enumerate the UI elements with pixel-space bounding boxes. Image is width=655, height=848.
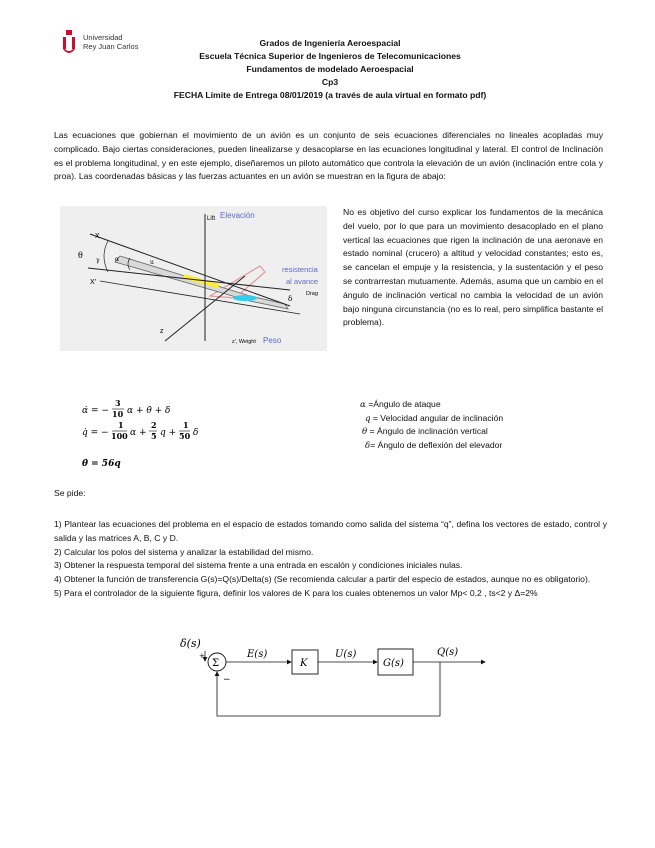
- output-label: Q(s): [437, 647, 459, 658]
- header-line1: Grados de Ingeniería Aeroespacial: [259, 38, 401, 48]
- error-label: E(s): [247, 649, 268, 660]
- eq2-f2-num: 2: [151, 420, 157, 430]
- header-line2: Escuela Técnica Superior de Ingenieros de Telecomunicaciones: [199, 51, 461, 61]
- z-label: z: [160, 328, 164, 335]
- urjc-logo-icon: [60, 30, 78, 54]
- delta-label: δ: [288, 295, 293, 303]
- resistencia-label-1: resistencia: [282, 265, 318, 274]
- symbol-legend: [360, 398, 580, 452]
- weight-label: z', Weight: [232, 339, 256, 345]
- minus-sign: −: [223, 675, 231, 685]
- legend-desc-delta: = Ángulo de deflexión del elevador: [370, 439, 503, 450]
- lift-label: Lift: [207, 216, 216, 222]
- legend-desc-alpha: =Ángulo de ataque: [368, 399, 441, 409]
- eq2-mid1: α +: [130, 428, 147, 438]
- plant-label: G(s): [383, 658, 404, 669]
- eq2-end: δ: [193, 428, 199, 438]
- header-line4: Cp3: [321, 77, 339, 87]
- side-paragraph: No es objetivo del curso explicar los fundamentos de la mecánica del vuelo, por lo que para un movimiento desacoplado en el plano vertical las ecuaciones que rigen la inclinación de una aeronave en estado nominal (crucero) a altitud y velocidad constantes; esto es, se cancelan el empuje y la resistencia, y la sustentación y el peso se contrarrestan mutuamente. Además, asuma que un cambio en el ángulo de inclinación vertical no cambia la velocidad de un avión bajo ninguna circunstancia (no es lo real, pero simplifica bastante el problema).: [343, 207, 603, 328]
- elevacion-label: Elevación: [220, 211, 255, 220]
- input-label: δ(s): [180, 637, 201, 650]
- document-header: [150, 37, 510, 102]
- aircraft-axes-figure: [60, 206, 327, 351]
- u-label: u: [150, 259, 154, 266]
- legend-sym-delta: δ: [365, 440, 371, 451]
- legend-row-alpha: [360, 398, 580, 412]
- header-line3: Fundamentos de modelado Aeroespacial: [246, 64, 414, 74]
- sum-symbol: Σ: [212, 658, 220, 669]
- x-label: X: [95, 233, 100, 240]
- se-pide-heading: Se pide:: [54, 488, 86, 498]
- intro-paragraph: Las ecuaciones que gobiernan el movimiento de un avión es un conjunto de seis ecuaciones diferenciales no lineales acopladas muy complicado. Bajo ciertas consideraciones, pueden linealizarse y desacoplarse en las ecuaciones longitudinal y lateral. El control de Inclinación es el problema longitudinal, y en este ejemplo, diseñaremos un piloto automático que controla la elevación de un avión (inclinación entre cola y proa). Las coordenadas básicas y las fuerzas actuantes en un avión se muestran en la figura de abajo:: [54, 130, 603, 182]
- header-line5: FECHA Límite de Entrega 08/01/2019 (a través de aula virtual en formato pdf): [173, 90, 487, 100]
- legend-row-theta: [360, 425, 580, 439]
- peso-label: Peso: [263, 336, 282, 345]
- eq3: θ̇ = 56q: [82, 459, 121, 469]
- plus-sign: +: [199, 652, 205, 660]
- alpha-label: α: [115, 256, 120, 263]
- task-item-5: 5) Para el controlador de la siguiente figura, definir los valores de K para los cuales obtenemos un valor Mp< 0.2 , ts<2 y Δ=2%: [54, 587, 538, 598]
- gamma-label: γ: [96, 257, 100, 264]
- resistencia-label-2: al avance: [286, 277, 319, 286]
- elevator-highlight: [233, 295, 257, 301]
- eq1-frac-num: 3: [115, 398, 121, 408]
- task-list: [54, 518, 607, 601]
- drag-label: Drag: [306, 291, 318, 297]
- task-item-3: 3) Obtener la respuesta temporal del sistema frente a una entrada en escalón y condiciones iniciales nulas.: [54, 560, 463, 571]
- legend-desc-q: = Velocidad angular de inclinación: [372, 412, 504, 423]
- legend-sym-q: q: [365, 413, 371, 424]
- university-name: [83, 33, 138, 51]
- x-prime-label: X': [90, 279, 97, 286]
- eq1-lhs: α̇ = −: [82, 406, 109, 416]
- eq2-f1-num: 1: [118, 420, 124, 430]
- eq2-lhs: q̇ = −: [82, 428, 109, 438]
- theta-arc: [104, 241, 108, 272]
- eq2-f3-den: 50: [179, 431, 191, 441]
- gain-label: K: [300, 658, 308, 669]
- legend-sym-alpha: α: [360, 400, 366, 410]
- university-logo: [60, 30, 160, 60]
- x-prime-axis-line: [88, 268, 290, 290]
- legend-row-delta: [360, 439, 580, 453]
- x-axis-line: [90, 234, 293, 306]
- eq2-f1-den: 100: [111, 431, 128, 441]
- legend-row-q: [360, 412, 580, 426]
- control-block-diagram: [175, 633, 495, 723]
- legend-sym-theta: θ: [362, 427, 368, 437]
- eq1-rest: α + θ̇ + δ: [127, 406, 171, 416]
- control-label: U(s): [335, 649, 357, 660]
- state-equations: [82, 396, 282, 471]
- eq2-f3-num: 1: [183, 420, 189, 430]
- task-item-2: 2) Calcular los polos del sistema y analizar la estabilidad del mismo.: [54, 546, 314, 557]
- legend-desc-theta: = Ángulo de inclinación vertical: [369, 426, 488, 436]
- university-line1: Universidad: [83, 33, 123, 42]
- eq2-mid2: q +: [160, 428, 177, 438]
- eq1-frac-den: 10: [112, 409, 124, 419]
- task-item-4: 4) Obtener la función de transferencia G(s)=Q(s)/Delta(s) (Se recomienda calcular a partir del especio de estados, aunque no es obligatorio).: [54, 574, 591, 585]
- university-line2: Rey Juan Carlos: [83, 42, 139, 51]
- task-item-1: 1) Plantear las ecuaciones del problema en el espacio de estados tomando como salida del sistema “q”, defina los vectores de estado, control y salida y las matrices A, B, C y D.: [54, 519, 607, 543]
- eq2-f2-den: 5: [151, 431, 157, 441]
- theta-label: θ: [78, 251, 83, 260]
